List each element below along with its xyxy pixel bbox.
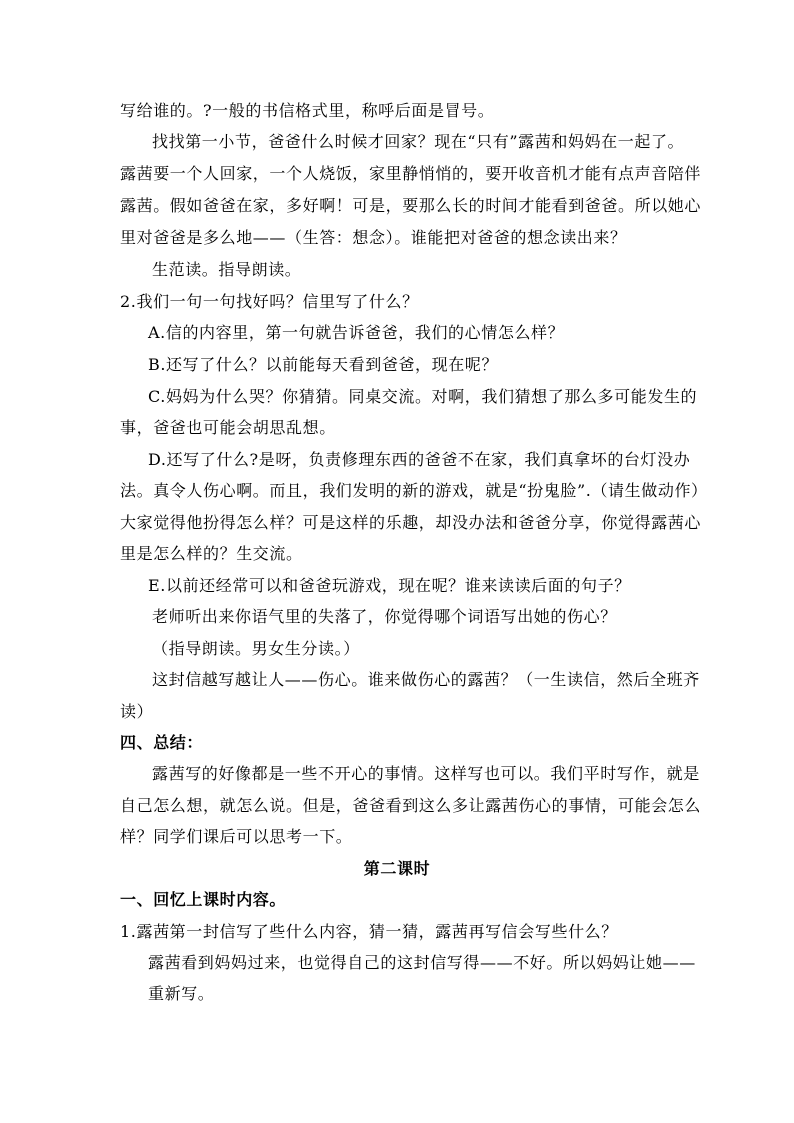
sub-item-d: D.还写了什么?是呀，负责修理东西的爸爸不在家，我们真拿坏的台灯没办 <box>148 450 691 469</box>
sub-item-c: C.妈妈为什么哭？你猜猜。同桌交流。对啊，我们猜想了那么多可能发生的 <box>148 387 698 406</box>
text-line: 事，爸爸也可能会胡思乱想。 <box>120 418 336 437</box>
sub-item-e: E.以前还经常可以和爸爸玩游戏，现在呢？谁来读读后面的句子？ <box>148 576 631 595</box>
section-heading: 一、回忆上课时内容。 <box>120 890 287 909</box>
sub-item-b: B.还写了什么？以前能每天看到爸爸，现在呢？ <box>148 355 499 374</box>
section-heading: 四、总结： <box>120 733 204 752</box>
numbered-item: 1.露茜第一封信写了些什么内容，猜一猜，露茜再写信会写些什么？ <box>120 922 618 941</box>
text-line: 露茜看到妈妈过来，也觉得自己的这封信写得——不好。所以妈妈让她—— <box>148 953 696 972</box>
text-line: 露茜。假如爸爸在家，多好啊！可是，要那么长的时间才能看到爸爸。所以她心 <box>120 196 702 215</box>
text-line: 生范读。指导朗读。 <box>152 260 302 279</box>
text-line: 自己怎么想，就怎么说。但是，爸爸看到这么多让露茜伤心的事情，可能会怎么 <box>120 796 702 815</box>
text-line: 写给谁的。?一般的书信格式里，称呼后面是冒号。 <box>120 101 495 120</box>
text-line: 样？同学们课后可以思考一下。 <box>120 827 353 846</box>
text-line: 重新写。 <box>148 984 215 1003</box>
text-line: 法。真令人伤心啊。而且，我们发明的新的游戏，就是“扮鬼脸”.（请生做动作） <box>120 481 708 500</box>
text-line: 老师听出来你语气里的失落了，你觉得哪个词语写出她的伤心？ <box>152 607 617 626</box>
text-line: 里是怎么样的？生交流。 <box>120 544 303 563</box>
text-line: 这封信越写越让人——伤心。谁来做伤心的露茜？（一生读信，然后全班齐 <box>152 670 700 689</box>
text-line: 里对爸爸是多么地——（生答：想念）。谁能把对爸爸的想念读出来？ <box>120 228 627 247</box>
numbered-item: 2.我们一句一句找好吗？信里写了什么？ <box>120 292 419 311</box>
lesson-title: 第二课时 <box>363 859 431 878</box>
text-line: （指导朗读。男女生分读。） <box>152 639 360 658</box>
text-line: 读） <box>120 702 154 721</box>
text-line: 找找第一小节，爸爸什么时候才回家？现在“只有”露茜和妈妈在一起了。 <box>152 132 685 151</box>
text-line: 露茜要一个人回家，一个人烧饭，家里静悄悄的，要开收音机才能有点声音陪伴 <box>120 164 702 183</box>
text-line: 大家觉得他扮得怎么样？可是这样的乐趣，却没办法和爸爸分享，你觉得露茜心 <box>120 513 702 532</box>
text-line: 露茜写的好像都是一些不开心的事情。这样写也可以。我们平时写作，就是 <box>152 764 700 783</box>
sub-item-a: A.信的内容里，第一句就告诉爸爸，我们的心情怎么样？ <box>148 323 565 342</box>
